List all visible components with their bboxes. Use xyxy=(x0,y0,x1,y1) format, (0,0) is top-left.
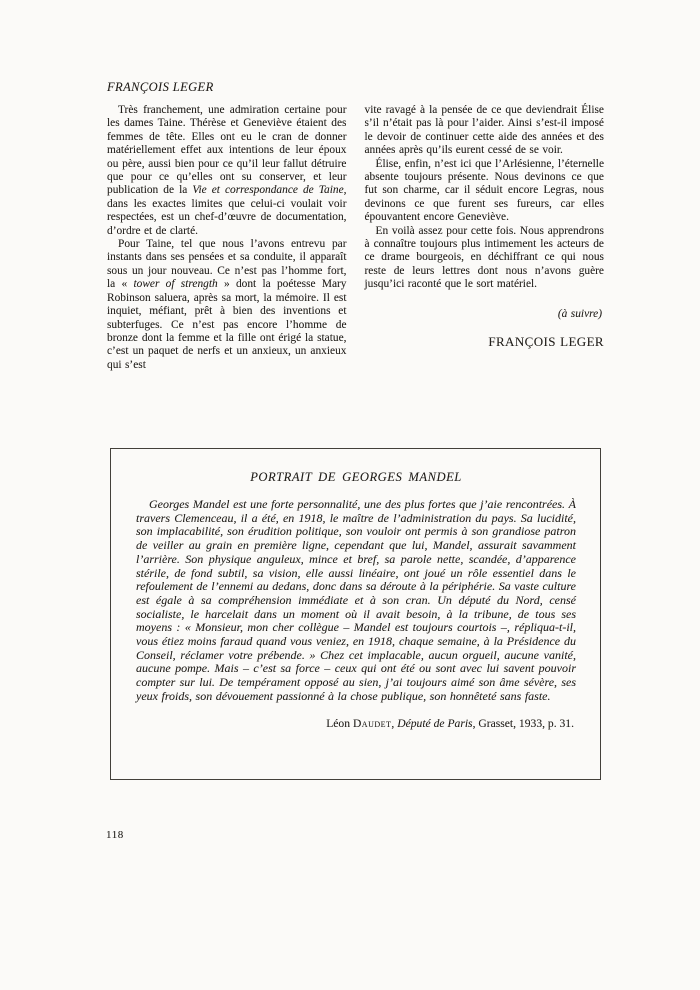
running-header-author: FRANÇOIS LEGER xyxy=(107,80,214,94)
italic-book-title: Vie et correspondance de Taine, xyxy=(192,184,347,197)
text-run: , xyxy=(391,716,398,730)
paragraph-taine-dames xyxy=(107,104,347,238)
text-run: Pour Taine, tel que nous l’avons entrevu par instants dans ses pensées et sa conduite, il apparaît sous un jour nouveau. Ce n’est pas l’homme fort, la « xyxy=(107,238,347,291)
text-run: Léon xyxy=(326,716,353,730)
text-run: » dont la poétesse Mary Robinson saluera, après sa mort, la mémoire. Il est inquiet, méfiant, prêt à bien des inventions et subterfuges. Ce n’est pas encore l’homme de bronze dont la femme et la fille ont érigé la statue, c’est un paquet de nerfs et un anxieux, un anxieux qui s’est xyxy=(107,278,347,371)
paragraph-continuation: vite ravagé à la pensée de ce que deviendrait Élise s’il n’était pas là pour l’aider. Ainsi s’est-il imposé le devoir de continuer cette aide des années et des années après qu’ils eurent cessé de se voir. xyxy=(364,104,604,157)
text-run: dans les exactes limites que celui-ci voulait voir respectées, est un chef-d’œuvre de documentation, d’ordre et de clarté. xyxy=(107,197,347,237)
text-run: Très franchement, une admiration certaine pour les dames Taine. Thérèse et Geneviève étaient des femmes de tête. Elles ont eu le cran de donner matériellement effet aux intentions de leur époux ou père, aussi bien pour ce qu’il leur fallut détruire que pour ce qu’elles ont su conserver, et leur publication de la xyxy=(107,104,347,197)
page-number: 118 xyxy=(106,829,124,841)
italic-quoted-phrase: tower of strength xyxy=(133,278,218,291)
quote-box-title: PORTRAIT DE GEORGES MANDEL xyxy=(250,470,462,484)
continuation-note: (à suivre) xyxy=(557,307,602,320)
author-signature: FRANÇOIS LEGER xyxy=(488,334,604,350)
quote-attribution xyxy=(136,717,576,730)
quote-box-portrait-mandel xyxy=(110,448,601,780)
paragraph-pour-taine xyxy=(107,238,347,372)
italic-work-title: Député de Paris xyxy=(397,716,473,730)
smallcaps-author-name: Daudet xyxy=(352,716,392,730)
article-column-right xyxy=(365,104,605,372)
text-run: , Grasset, 1933, p. 31. xyxy=(472,716,574,730)
article-column-left xyxy=(107,104,347,372)
article-two-columns xyxy=(107,104,604,372)
paragraph-elise: Élise, enfin, n’est ici que l’Arlésienne, l’éternelle absente toujours présente. Nous devinons ce que fut son charme, car il séduit encore Legras, nous devinons ce que furent ses fureurs, car elles épouvantent encore Geneviève. xyxy=(364,157,604,224)
paragraph-en-voila: En voilà assez pour cette fois. Nous apprendrons à connaître toujours plus intimement les acteurs de ce drame bourgeois, en déchiffrant ce qui nous reste de leurs lettres dont nous n’avons guère jusqu’ici raconté que le sort matériel. xyxy=(364,224,604,291)
quote-box-body: Georges Mandel est une forte personnalité, une des plus fortes que j’aie rencontrées. À travers Clemenceau, il a été, en 1918, le maître de l’administration du pays. Sa lucidité, son implacabilité, son érudition politique, son vouloir ont permis à son grandiose patron de veiller au grain en première ligne, cependant que lui, Mandel, assurait savamment l’arrière. Son physique anguleux, mince et bref, sa parole nette, scandée, d’apparence stérile, de fond subtil, sa vision, elle aussi linéaire, ont joué un rôle essentiel dans le refoulement de l’ennemi au dedans, donc dans sa déroute à la périphérie. Sa vaste culture est égale à sa compréhension immédiate et à son cran. Un député du Nord, censé socialiste, le harcelait dans un moment où il avait besoin, à la tribune, de tous ses moyens : « Monsieur, mon cher collègue – Mandel est toujours courtois –, répliqua-t-il, vous étiez moins faraud quand vous veniez, en 1918, chaque semaine, à la Présidence du Conseil, réclamer votre prébende. » Chez cet implacable, aucun orgueil, aucune vanité, aucune pompe. Mais – c’est sa force – ceux qui ont été ou sont avec lui savent pouvoir compter sur lui. De tempérament opposé au sien, j’ai toujours aimé son âme sévère, ses yeux froids, son dévouement passionné à la chose publique, son honnêteté sans faste. xyxy=(136,497,576,703)
